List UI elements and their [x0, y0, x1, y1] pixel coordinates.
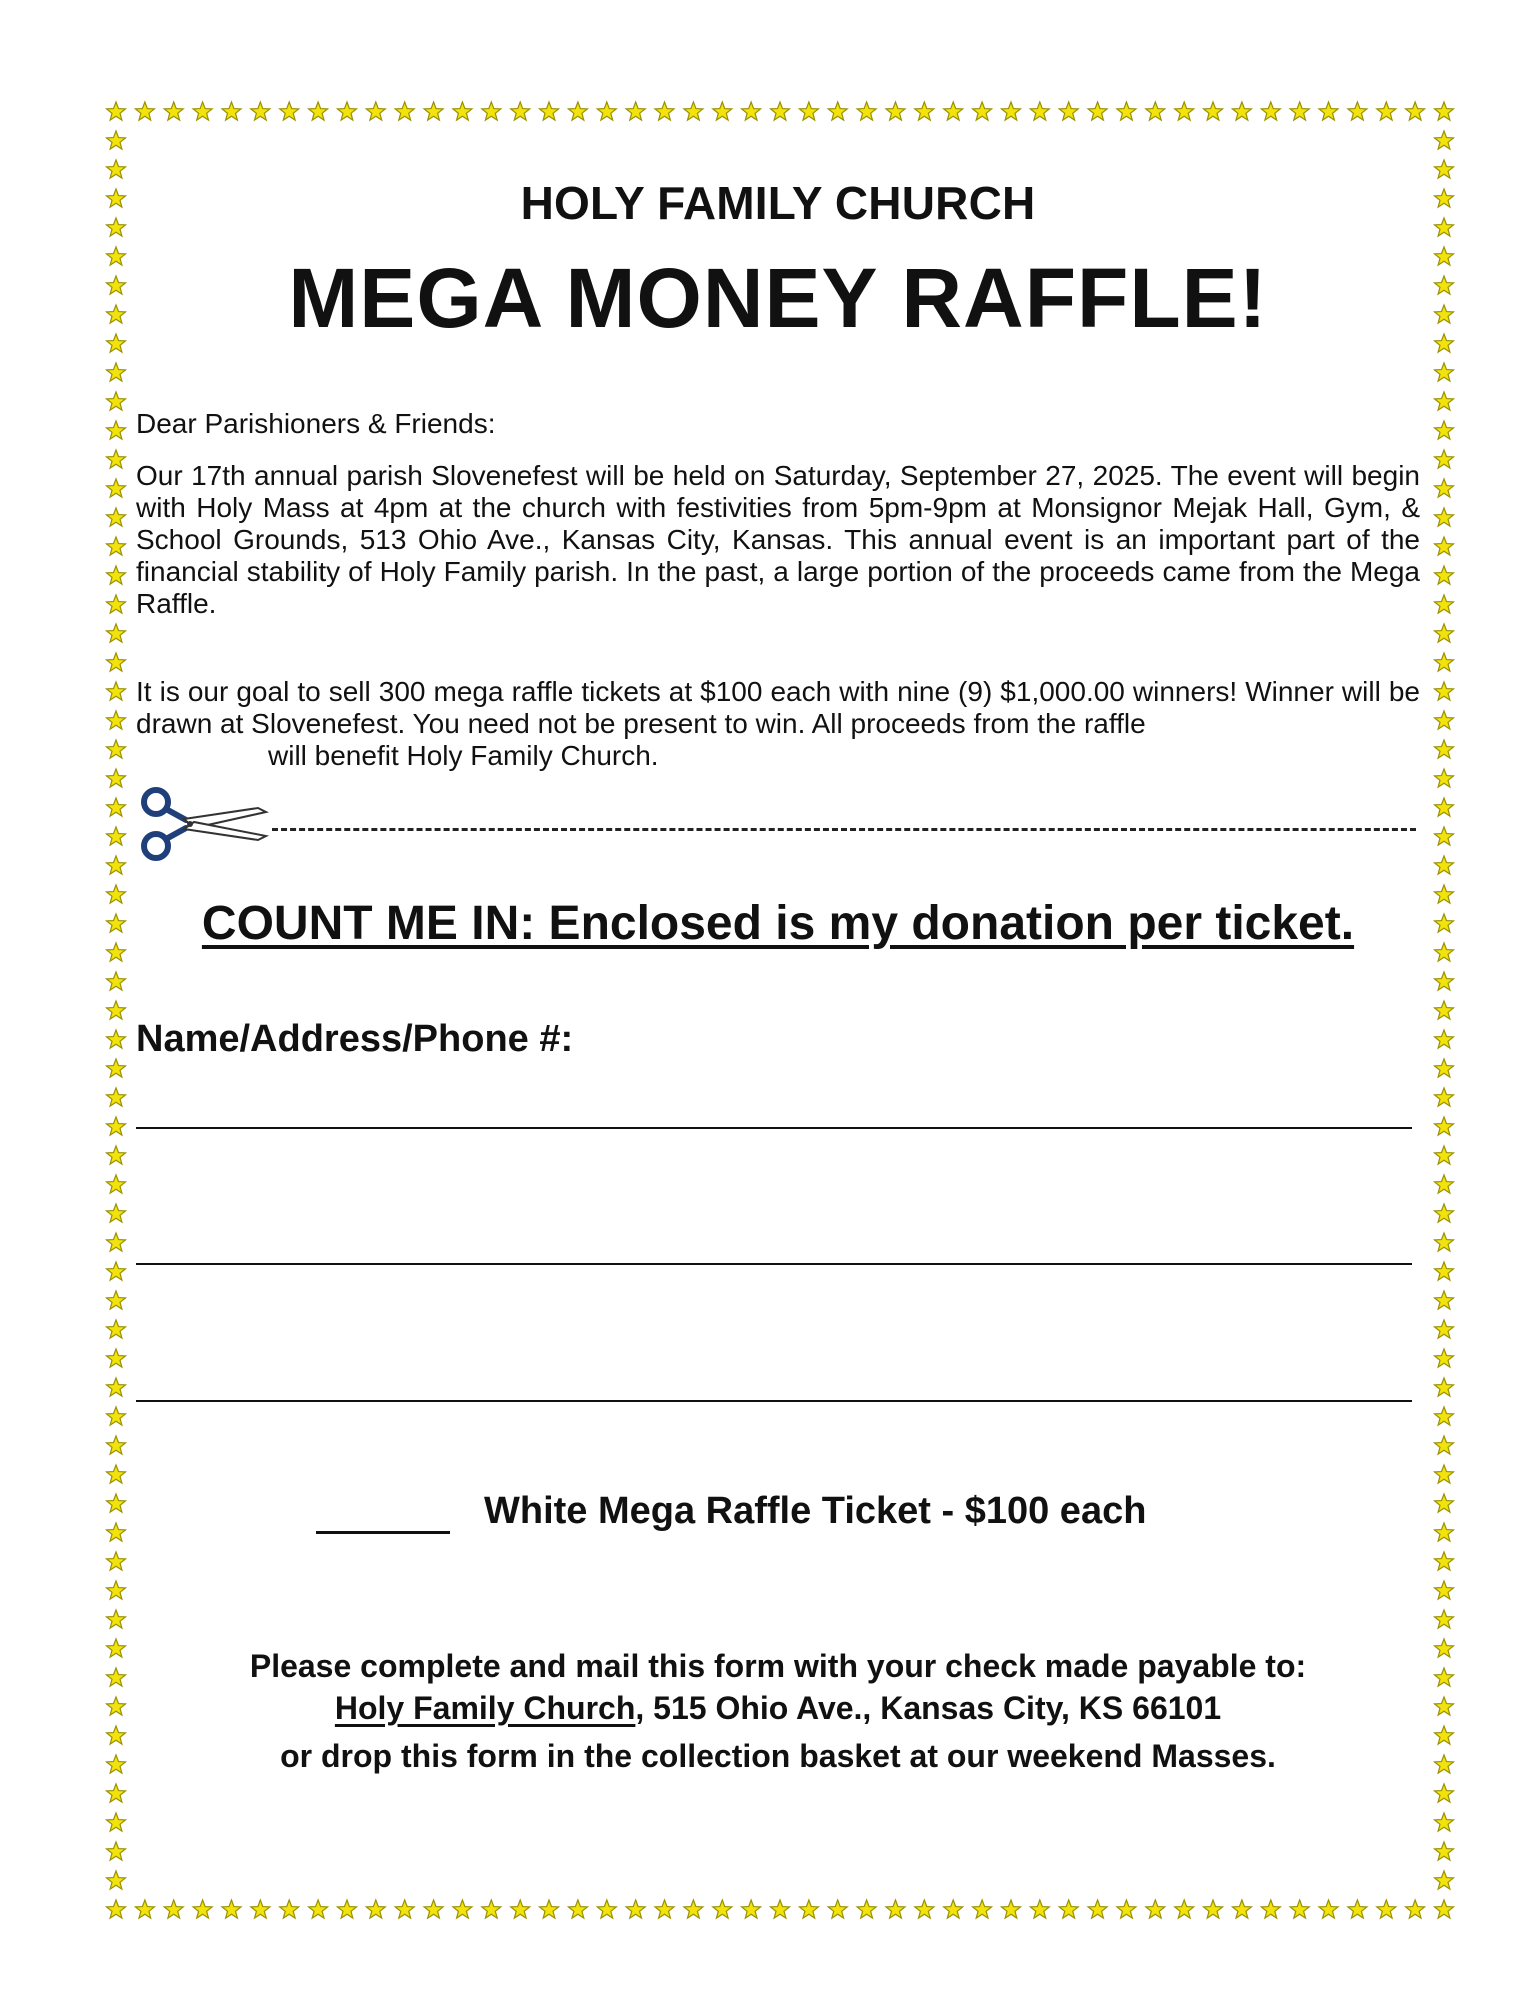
star-icon	[1088, 1900, 1107, 1918]
star-icon	[886, 102, 905, 120]
star-icon	[1232, 1900, 1251, 1918]
star-icon	[107, 1320, 126, 1338]
star-icon	[107, 479, 126, 497]
star-icon	[107, 1146, 126, 1164]
star-icon	[107, 1523, 126, 1541]
star-icon	[1435, 1465, 1454, 1483]
star-icon	[1435, 1581, 1454, 1599]
star-icon	[1435, 1813, 1454, 1831]
star-icon	[107, 1871, 126, 1889]
star-icon	[973, 1900, 992, 1918]
star-icon	[453, 1900, 472, 1918]
star-icon	[1435, 1900, 1454, 1918]
star-icon	[1290, 102, 1309, 120]
star-icon	[107, 1204, 126, 1222]
star-icon	[222, 102, 241, 120]
star-icon	[107, 102, 126, 120]
star-icon	[107, 1262, 126, 1280]
star-icon	[107, 1784, 126, 1802]
star-icon	[395, 1900, 414, 1918]
star-icon	[107, 1407, 126, 1425]
star-icon	[193, 1900, 212, 1918]
star-icon	[1435, 1088, 1454, 1106]
star-icon	[309, 102, 328, 120]
star-icon	[1059, 102, 1078, 120]
star-icon	[944, 1900, 963, 1918]
star-icon	[1435, 1784, 1454, 1802]
star-icon	[107, 508, 126, 526]
star-icon	[107, 1378, 126, 1396]
star-icon	[1204, 102, 1223, 120]
star-icon	[1348, 102, 1367, 120]
dropoff-instructions: or drop this form in the collection basket at our weekend Masses.	[280, 1738, 1276, 1774]
star-icon	[655, 1900, 674, 1918]
star-icon	[107, 392, 126, 410]
star-icon	[107, 740, 126, 758]
star-icon	[453, 102, 472, 120]
star-icon	[597, 1900, 616, 1918]
cut-line	[272, 828, 1416, 831]
star-icon	[424, 102, 443, 120]
star-icon	[1435, 566, 1454, 584]
name-address-phone-label: Name/Address/Phone #:	[136, 1018, 574, 1060]
star-icon	[1435, 131, 1454, 149]
payee-name: Holy Family Church	[334, 1690, 636, 1726]
star-icon	[107, 1465, 126, 1483]
star-icon	[107, 421, 126, 439]
star-icon	[337, 1900, 356, 1918]
mail-instructions: Please complete and mail this form with your check made payable to:	[249, 1648, 1307, 1684]
star-icon	[1435, 827, 1454, 845]
letter-paragraph-2: It is our goal to sell 300 mega raffle tickets at $100 each with nine (9) $1,000.00 winners! Winner will be drawn at Slovenefest. You need not be present to win. All proceeds from the raffle	[136, 676, 1420, 739]
star-icon	[107, 769, 126, 787]
star-icon	[1435, 653, 1454, 671]
star-icon	[1319, 1900, 1338, 1918]
star-icon	[1117, 1900, 1136, 1918]
star-icon	[511, 102, 530, 120]
star-icon	[771, 1900, 790, 1918]
star-icon	[482, 102, 501, 120]
star-icon	[107, 798, 126, 816]
star-icon	[107, 450, 126, 468]
star-icon	[1117, 102, 1136, 120]
star-icon	[1435, 856, 1454, 874]
star-icon	[511, 1900, 530, 1918]
star-icon	[107, 595, 126, 613]
star-icon	[540, 1900, 559, 1918]
star-icon	[1435, 363, 1454, 381]
star-icon	[799, 1900, 818, 1918]
star-icon	[1435, 595, 1454, 613]
star-icon	[251, 102, 270, 120]
star-icon	[107, 1436, 126, 1454]
star-icon	[684, 102, 703, 120]
star-icon	[1435, 798, 1454, 816]
star-icon	[886, 1900, 905, 1918]
star-icon	[1146, 1900, 1165, 1918]
star-icon	[107, 1494, 126, 1512]
star-icon	[107, 624, 126, 642]
star-icon	[1030, 1900, 1049, 1918]
star-icon	[395, 102, 414, 120]
star-icon	[424, 1900, 443, 1918]
star-icon	[164, 102, 183, 120]
star-icon	[107, 711, 126, 729]
star-icon	[1435, 537, 1454, 555]
star-icon	[1348, 1900, 1367, 1918]
star-icon	[222, 1900, 241, 1918]
star-icon	[1146, 102, 1165, 120]
star-icon	[1435, 392, 1454, 410]
star-icon	[1059, 1900, 1078, 1918]
star-icon	[828, 102, 847, 120]
star-icon	[799, 102, 818, 120]
star-icon	[1435, 769, 1454, 787]
star-icon	[164, 1900, 183, 1918]
ticket-price-label: White Mega Raffle Ticket - $100 each	[484, 1490, 1147, 1532]
star-icon	[1406, 102, 1425, 120]
star-icon	[337, 102, 356, 120]
star-icon	[1435, 1262, 1454, 1280]
star-icon	[107, 1552, 126, 1570]
star-icon	[280, 102, 299, 120]
star-icon	[713, 1900, 732, 1918]
star-icon	[1435, 1494, 1454, 1512]
church-name: HOLY FAMILY CHURCH	[520, 177, 1036, 229]
star-icon	[1435, 972, 1454, 990]
star-icon	[828, 1900, 847, 1918]
star-icon	[1377, 102, 1396, 120]
star-icon	[1435, 711, 1454, 729]
letter-paragraph-1: Our 17th annual parish Slovenefest will be held on Saturday, September 27, 2025. The event will begin with Holy Mass at 4pm at the church with festivities from 5pm-9pm at Monsignor Mejak Hall, Gym, & School Grounds, 513 Ohio Ave., Kansas City, Kansas. This annual event is an important part of the financial stability of Holy Family parish. In the past, a large portion of the proceeds came from the Mega Raffle.	[136, 460, 1420, 619]
star-icon	[1435, 1233, 1454, 1251]
star-icon	[107, 566, 126, 584]
star-icon	[597, 102, 616, 120]
star-icon	[915, 1900, 934, 1918]
star-icon	[107, 1349, 126, 1367]
star-icon	[1435, 508, 1454, 526]
star-icon	[107, 1900, 126, 1918]
star-icon	[280, 1900, 299, 1918]
star-icon	[1435, 624, 1454, 642]
star-icon	[1435, 1552, 1454, 1570]
star-icon	[107, 363, 126, 381]
star-icon	[1175, 1900, 1194, 1918]
star-icon	[1435, 1204, 1454, 1222]
star-icon	[107, 1842, 126, 1860]
star-icon	[1435, 1523, 1454, 1541]
star-icon	[482, 1900, 501, 1918]
star-icon	[1435, 1842, 1454, 1860]
star-icon	[107, 1088, 126, 1106]
star-icon	[107, 1059, 126, 1077]
star-icon	[1232, 102, 1251, 120]
star-icon	[135, 1900, 154, 1918]
star-icon	[1435, 1059, 1454, 1077]
star-icon	[1435, 1291, 1454, 1309]
star-icon	[713, 102, 732, 120]
star-icon	[1435, 1349, 1454, 1367]
star-icon	[857, 102, 876, 120]
star-icon	[1435, 1407, 1454, 1425]
star-icon	[1435, 102, 1454, 120]
star-icon	[1261, 102, 1280, 120]
star-icon	[1088, 102, 1107, 120]
star-icon	[1261, 1900, 1280, 1918]
star-icon	[1435, 1030, 1454, 1048]
star-icon	[944, 102, 963, 120]
star-icon	[107, 856, 126, 874]
star-icon	[366, 102, 385, 120]
star-icon	[915, 102, 934, 120]
name-address-phone-line-3[interactable]	[136, 1400, 1412, 1402]
salutation: Dear Parishioners & Friends:	[136, 408, 496, 439]
star-icon	[107, 653, 126, 671]
star-icon	[107, 1001, 126, 1019]
star-icon	[626, 1900, 645, 1918]
name-address-phone-line-2[interactable]	[136, 1263, 1412, 1265]
star-icon	[626, 102, 645, 120]
star-icon	[107, 1581, 126, 1599]
star-icon	[568, 1900, 587, 1918]
form-heading: COUNT ME IN: Enclosed is my donation per ticket.	[201, 897, 1355, 950]
star-icon	[1435, 1610, 1454, 1628]
star-icon	[107, 1610, 126, 1628]
scissors-icon	[140, 786, 272, 862]
star-icon	[1435, 1378, 1454, 1396]
raffle-title: MEGA MONEY RAFFLE!	[288, 251, 1268, 345]
star-icon	[1435, 1436, 1454, 1454]
star-icon	[1001, 102, 1020, 120]
star-icon	[1435, 1117, 1454, 1135]
star-icon	[107, 682, 126, 700]
letter-paragraph-2-end: will benefit Holy Family Church.	[268, 740, 659, 771]
star-icon	[1435, 682, 1454, 700]
star-icon	[1030, 102, 1049, 120]
star-icon	[107, 1117, 126, 1135]
star-icon	[366, 1900, 385, 1918]
payee-address: , 515 Ohio Ave., Kansas City, KS 66101	[635, 1690, 1222, 1726]
star-icon	[742, 102, 761, 120]
star-icon	[107, 827, 126, 845]
star-icon	[1204, 1900, 1223, 1918]
star-icon	[1319, 102, 1338, 120]
star-icon	[1001, 1900, 1020, 1918]
star-icon	[1435, 740, 1454, 758]
star-icon	[107, 537, 126, 555]
star-icon	[771, 102, 790, 120]
star-icon	[1435, 421, 1454, 439]
star-icon	[1290, 1900, 1309, 1918]
star-icon	[742, 1900, 761, 1918]
star-icon	[1435, 1146, 1454, 1164]
star-icon	[107, 1030, 126, 1048]
star-icon	[1435, 1871, 1454, 1889]
star-icon	[655, 102, 674, 120]
star-icon	[568, 102, 587, 120]
star-icon	[1435, 1175, 1454, 1193]
star-icon	[1435, 1320, 1454, 1338]
star-icon	[1435, 479, 1454, 497]
star-icon	[973, 102, 992, 120]
star-icon	[1435, 1001, 1454, 1019]
star-icon	[251, 1900, 270, 1918]
star-icon	[1377, 1900, 1396, 1918]
star-icon	[107, 1175, 126, 1193]
star-icon	[107, 1233, 126, 1251]
star-icon	[309, 1900, 328, 1918]
mailing-address	[0, 1690, 1540, 1727]
star-icon	[1435, 450, 1454, 468]
star-icon	[857, 1900, 876, 1918]
star-icon	[107, 131, 126, 149]
star-icon	[1406, 1900, 1425, 1918]
ticket-quantity-blank[interactable]	[316, 1531, 450, 1534]
star-icon	[1175, 102, 1194, 120]
star-icon	[107, 1291, 126, 1309]
star-icon	[107, 1813, 126, 1831]
star-icon	[684, 1900, 703, 1918]
star-icon	[135, 102, 154, 120]
star-icon	[193, 102, 212, 120]
star-icon	[540, 102, 559, 120]
name-address-phone-line-1[interactable]	[136, 1127, 1412, 1129]
star-icon	[107, 972, 126, 990]
